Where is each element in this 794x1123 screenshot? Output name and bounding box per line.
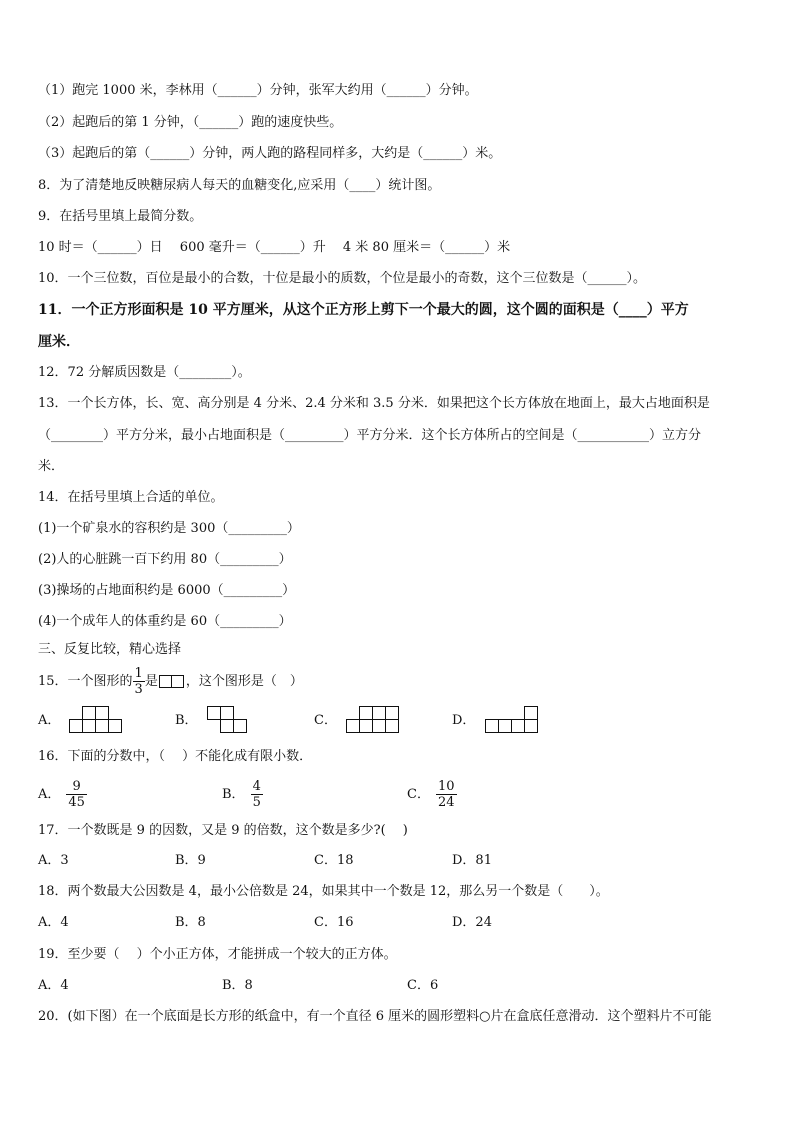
- q16-option-b-label: B．: [222, 787, 245, 802]
- question-15-mid: 是: [144, 674, 158, 689]
- q17-option-a: A．3: [38, 853, 69, 868]
- question-19: 19．至少要（ ）个小正方体，才能拼成一个较大的正方体。: [38, 947, 397, 962]
- question-11-line2: 厘米．: [38, 334, 80, 350]
- question-12: 12．72 分解质因数是（________）。: [38, 365, 251, 380]
- q16-option-a: [38, 776, 87, 814]
- question-15-prefix: 15．一个图形的: [38, 674, 133, 689]
- q19-option-c: C．6: [407, 978, 439, 993]
- fraction-numerator: 4: [252, 779, 261, 794]
- q16-option-b-fraction: [251, 779, 263, 810]
- fraction-numerator: 1: [134, 666, 143, 681]
- q17-option-d: D．81: [452, 853, 492, 868]
- q18-option-a: A．4: [38, 915, 69, 930]
- question-9-items: 10 时＝（______）日 600 毫升＝（______）升 4 米 80 厘米＝（______）米: [38, 240, 511, 255]
- fraction-numerator: 9: [66, 779, 87, 795]
- q15-option-c-figure: [345, 706, 401, 734]
- q15-option-b-label: B．: [175, 713, 198, 728]
- question-18: 18．两个数最大公因数是 4，最小公倍数是 24，如果其中一个数是 12，那么另一个数是（ ）。: [38, 884, 609, 899]
- question-10: 10．一个三位数，百位是最小的合数，十位是最小的质数，个位是最小的奇数，这个三位数是（______）。: [38, 271, 647, 286]
- q15-option-d-label: D．: [452, 713, 476, 728]
- q15-option-d-figure: [484, 706, 542, 734]
- q15-option-a-figure: [68, 706, 124, 734]
- q15-option-b-figure: [206, 706, 250, 734]
- question-14-item2: (2)人的心脏跳一百下约用 80（_________）: [38, 552, 292, 567]
- q7-sub3: （3）起跑后的第（______）分钟，两人跑的路程同样多，大约是（______）米。: [38, 146, 502, 161]
- question-16: 16．下面的分数中，（ ）不能化成有限小数．: [38, 749, 313, 764]
- section-3-heading: 三、反复比较，精心选择: [38, 642, 182, 657]
- q19-option-b: B．8: [222, 978, 253, 993]
- q16-option-a-label: A．: [38, 787, 61, 802]
- q17-option-c: C．18: [314, 853, 354, 868]
- fraction-denominator: 5: [252, 795, 261, 810]
- q18-option-d: D．24: [452, 915, 492, 930]
- q16-option-c: [407, 776, 457, 814]
- question-8: 8．为了清楚地反映糖尿病人每天的血糖变化,应采用（____）统计图。: [38, 178, 441, 193]
- question-14-item4: (4)一个成年人的体重约是 60（_________）: [38, 614, 292, 629]
- question-20: 20．(如下图）在一个底面是长方形的纸盒中，有一个直径 6 厘米的圆形塑料○片在盒底任意滑动．这个塑料片不可能: [38, 1009, 712, 1024]
- fraction-denominator: 24: [437, 795, 455, 810]
- question-11-line1: 11．一个正方形面积是 10 平方厘米，从这个正方形上剪下一个最大的圆，这个圆的面积是（____）平方: [38, 302, 689, 318]
- q15-option-c-label: C．: [314, 713, 337, 728]
- two-square-shape-icon: [159, 675, 185, 688]
- fraction-denominator: 45: [68, 795, 85, 810]
- q7-sub2: （2）起跑后的第 1 分钟，（______）跑的速度快些。: [38, 115, 343, 130]
- q16-option-b: [222, 776, 263, 814]
- fraction-one-third: [133, 666, 145, 697]
- q16-option-c-label: C．: [407, 787, 430, 802]
- q17-option-b: B．9: [175, 853, 206, 868]
- fraction-numerator: 10: [437, 779, 455, 794]
- q19-option-a: A．4: [38, 978, 69, 993]
- question-17: 17．一个数既是 9 的因数，又是 9 的倍数，这个数是多少?( ): [38, 823, 408, 838]
- question-14-item3: (3)操场的占地面积约是 6000（_________）: [38, 583, 296, 598]
- question-15: [38, 666, 303, 697]
- fraction-denominator: 3: [134, 682, 143, 697]
- question-14: 14．在括号里填上合适的单位。: [38, 490, 224, 505]
- question-13-line3: 米．: [38, 459, 65, 474]
- q16-option-c-fraction: [436, 779, 457, 810]
- q15-option-a-label: A．: [38, 713, 61, 728]
- question-15-suffix: ，这个图形是（ ）: [185, 674, 303, 689]
- q16-option-a-fraction: [66, 779, 87, 810]
- question-9: 9．在括号里填上最简分数。: [38, 209, 203, 224]
- q18-option-b: B．8: [175, 915, 206, 930]
- q18-option-c: C．16: [314, 915, 354, 930]
- question-14-item1: (1)一个矿泉水的容积约是 300（_________）: [38, 521, 300, 536]
- question-13-line2: （________）平方分米，最小占地面积是（_________）平方分米．这个长方体所占的空间是（___________）立方分: [38, 428, 702, 443]
- question-13-line1: 13．一个长方体，长、宽、高分别是 4 分米、2.4 分米和 3.5 分米．如果把这个长方体放在地面上，最大占地面积是: [38, 396, 710, 411]
- q7-sub1: （1）跑完 1000 米，李林用（______）分钟，张军大约用（______）分钟。: [38, 83, 478, 98]
